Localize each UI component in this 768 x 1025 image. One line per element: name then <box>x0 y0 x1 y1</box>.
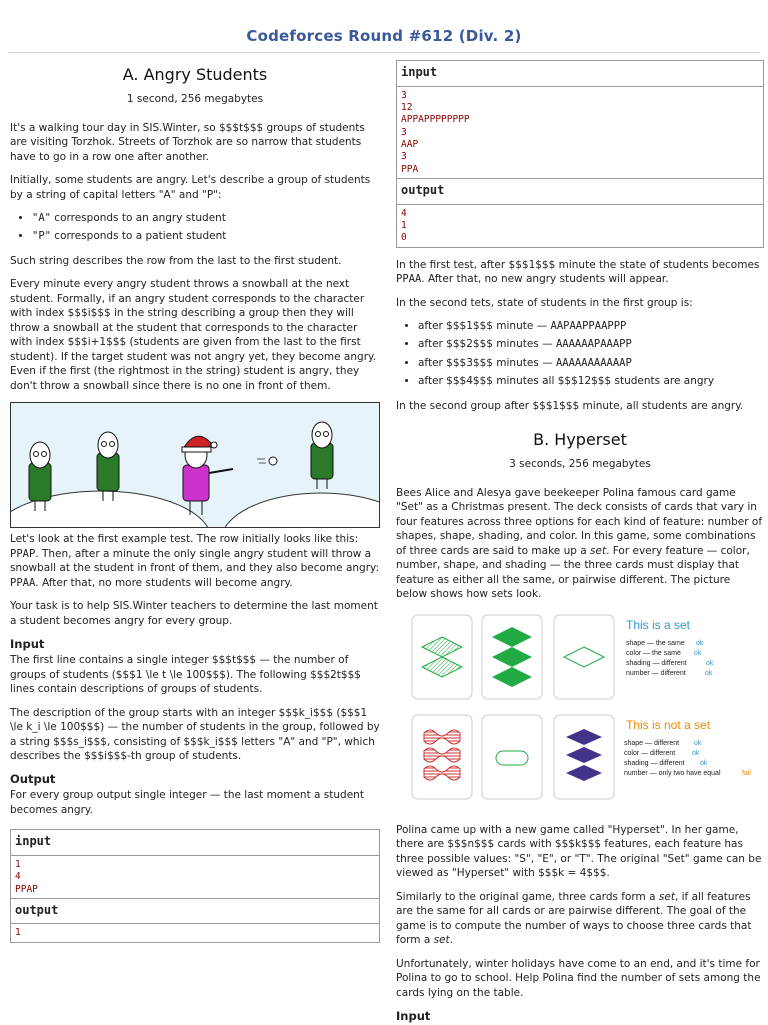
header-divider <box>8 52 760 53</box>
student-figure <box>29 442 51 511</box>
sample-output-content[interactable]: 4 1 0 <box>401 207 407 244</box>
inline-code: AAAAAAAAAAAP <box>555 356 632 369</box>
note-p1: In the first test, after $$$1$$$ minute the state of students becomes PPAA. After that, no new angry students will appear. <box>396 258 760 286</box>
rule-verdict: ok <box>694 739 702 747</box>
list-item <box>32 229 380 243</box>
letter-desc: corresponds to an angry student <box>50 211 226 224</box>
student-figure <box>311 422 333 489</box>
problem-a-input-title: Input <box>10 637 45 652</box>
oval-shape <box>496 751 528 765</box>
sample-input-content[interactable]: 3 12 APPAPPPPPPPP 3 AAP 3 PPA <box>401 89 470 175</box>
list-item: • after $$$1$$$ minute — AAPAAPPAAPPP <box>418 319 764 333</box>
sample-test-1 <box>10 829 380 942</box>
list-item: • after $$$2$$$ minutes — AAAAAAPAAAPP <box>418 337 764 351</box>
contest-title: Codeforces Round #612 (Div. 2) <box>246 27 522 45</box>
sample-input-label: input <box>397 61 763 87</box>
problem-a-statement-p4: Every minute every angry student throws a snowball at the next student. Formally, if an angry student corresponds to the character with index $$$i$$$ in the string describing a group then they will throw a snowball at the student that corresponds to the character with index $$$i+1$$$ (students are given from the last to the first student). If the target student was not angry yet, they become angry. Even if the first (the rightmost in the string) student is angry, they don't throw a snowball since there is no one in front of them. <box>10 278 377 392</box>
list-item: • after $$$3$$$ minutes — AAAAAAAAAAAP <box>418 356 764 370</box>
sample-input-content[interactable]: 1 4 PPAP <box>15 858 38 895</box>
letter-code: "P" <box>32 230 51 243</box>
rule-label: number — only two have equal <box>624 769 721 777</box>
problem-b-limits: 3 seconds, 256 megabytes <box>509 458 651 471</box>
problem-a-limits: 1 second, 256 megabytes <box>126 93 264 106</box>
inline-code: PPAA <box>396 273 422 286</box>
rule-label: color — the same <box>626 649 681 657</box>
inline-code: PPAP <box>10 547 36 560</box>
sample-output-label: output <box>11 898 379 925</box>
rule-verdict: ok <box>696 639 704 647</box>
snowball <box>269 457 277 465</box>
rule-label: color — different <box>624 749 676 757</box>
problem-a-statement-p6: Your task is to help SIS.Winter teachers to determine the last moment a student becomes angry for every group. <box>10 600 378 627</box>
problem-a-letter-list <box>10 211 380 244</box>
inline-code: AAPAAPPAAPPP <box>550 319 627 332</box>
sample-output-content[interactable]: 1 <box>15 927 21 939</box>
rule-label: shading — different <box>624 759 685 767</box>
problem-a-output-p: For every group output single integer — the last moment a student becomes angry. <box>10 789 364 816</box>
rule-verdict: ok <box>706 659 714 667</box>
note-p3: In the second group after $$$1$$$ minute, all students are angry. <box>396 399 744 412</box>
rule-label: shading — different <box>626 659 687 667</box>
set-examples-figure <box>396 611 764 811</box>
list-item <box>32 211 380 225</box>
sample-test-2 <box>396 60 764 248</box>
letter-desc: corresponds to a patient student <box>50 230 227 243</box>
letter-code: "A" <box>32 211 51 224</box>
list-item: • after $$$4$$$ minutes all $$$12$$$ students are angry <box>418 374 764 388</box>
rule-label: shape — different <box>624 739 680 747</box>
notset-title: This is not a set <box>626 717 711 732</box>
rule-verdict: ok <box>694 649 702 657</box>
student-figure <box>97 432 119 501</box>
problem-a-input-p1: The first line contains a single integer $$$t$$$ — the number of groups of students ($$$1 \le t \le 100$$$). The following $$$2t$$$ lines contain descriptions of groups of students. <box>10 654 361 696</box>
note-steps-list <box>396 319 764 389</box>
rule-label: shape — the same <box>626 639 685 647</box>
problem-a-input-p2: The description of the group starts with an integer $$$k_i$$$ ($$$1 \le k_i \le 100$$$) — the number of students in the group, followed by a string $$$s_i$$$, consisting of $$$k_i$$$ letters "A" and "P", which describes the $$$i$$$-th group of students. <box>10 706 380 762</box>
sample-input-label: input <box>11 830 379 856</box>
problem-a-statement-p1: It's a walking tour day in SIS.Winter, so $$$t$$$ groups of students are visiting Torzhok. Streets of Torzhok are so narrow that students have to go in a row one after another. <box>10 121 365 163</box>
problem-b-statement-p1: Bees Alice and Alesya gave beekeeper Polina famous card game "Set" as a Christmas present. The deck consists of cards that vary in four features across three options for each kind of feature: number of shapes, shape, shading, and color. In this game, some combinations of three cards are said to make up a set. For every feature — color, number, shape, and shading — the three cards must display that feature as either all the same, or pairwise different. The picture below shows how sets look. <box>396 486 763 601</box>
problem-b-statement-p4: Unfortunately, winter holidays have come to an end, and it's time for Polina to go to school. Help Polina find the number of sets among the cards lying on the table. <box>396 957 761 999</box>
right-column <box>396 60 764 1025</box>
problem-a-statement-p3: Such string describes the row from the last to the first student. <box>10 254 342 267</box>
inline-code: AAAAAAPAAAPP <box>555 338 632 351</box>
rule-label: number — different <box>626 669 686 677</box>
sample-output-label: output <box>397 178 763 205</box>
rule-verdict: ok <box>692 749 700 757</box>
angry-student-figure <box>182 437 233 516</box>
set-title: This is a set <box>626 617 691 632</box>
problem-a-output-title: Output <box>10 772 56 787</box>
rule-verdict: fail <box>742 769 751 777</box>
inline-code: PPAA <box>10 576 36 589</box>
left-column <box>10 60 380 951</box>
problem-a-statement-p2: Initially, some students are angry. Let's describe a group of students by a string of capital letters "A" and "P": <box>10 174 371 201</box>
problem-b-input-title: Input <box>396 1009 431 1024</box>
snowball-illustration <box>10 402 380 528</box>
problem-b-title: B. Hyperset <box>533 430 627 450</box>
problem-a-title: A. Angry Students <box>122 65 268 84</box>
rule-verdict: ok <box>700 759 708 767</box>
note-p2: In the second tets, state of students in the first group is: <box>396 296 693 309</box>
set-card <box>412 715 472 799</box>
problem-a-statement-p5: Let's look at the first example test. The row initially looks like this: PPAP. Then, after a minute the only single angry student will throw a snowball at the student in front of them, and they also become angry: PPAA. After that, no more students will become angry. <box>10 533 380 589</box>
problem-b-statement-p2: Polina came up with a new game called "Hyperset". In her game, there are $$$n$$$ cards with $$$k$$$ features, each feature has three possible values: "S", "E", or "T". The original "Set" game can be viewed as "Hyperset" with $$$k = 4$$$. <box>396 823 762 880</box>
problem-b-statement-p3: Similarly to the original game, three cards form a set, if all features are the same for all cards or are pairwise different. The goal of the game is to compute the number of ways to choose three cards that form a set. <box>396 890 752 947</box>
rule-verdict: ok <box>705 669 713 677</box>
